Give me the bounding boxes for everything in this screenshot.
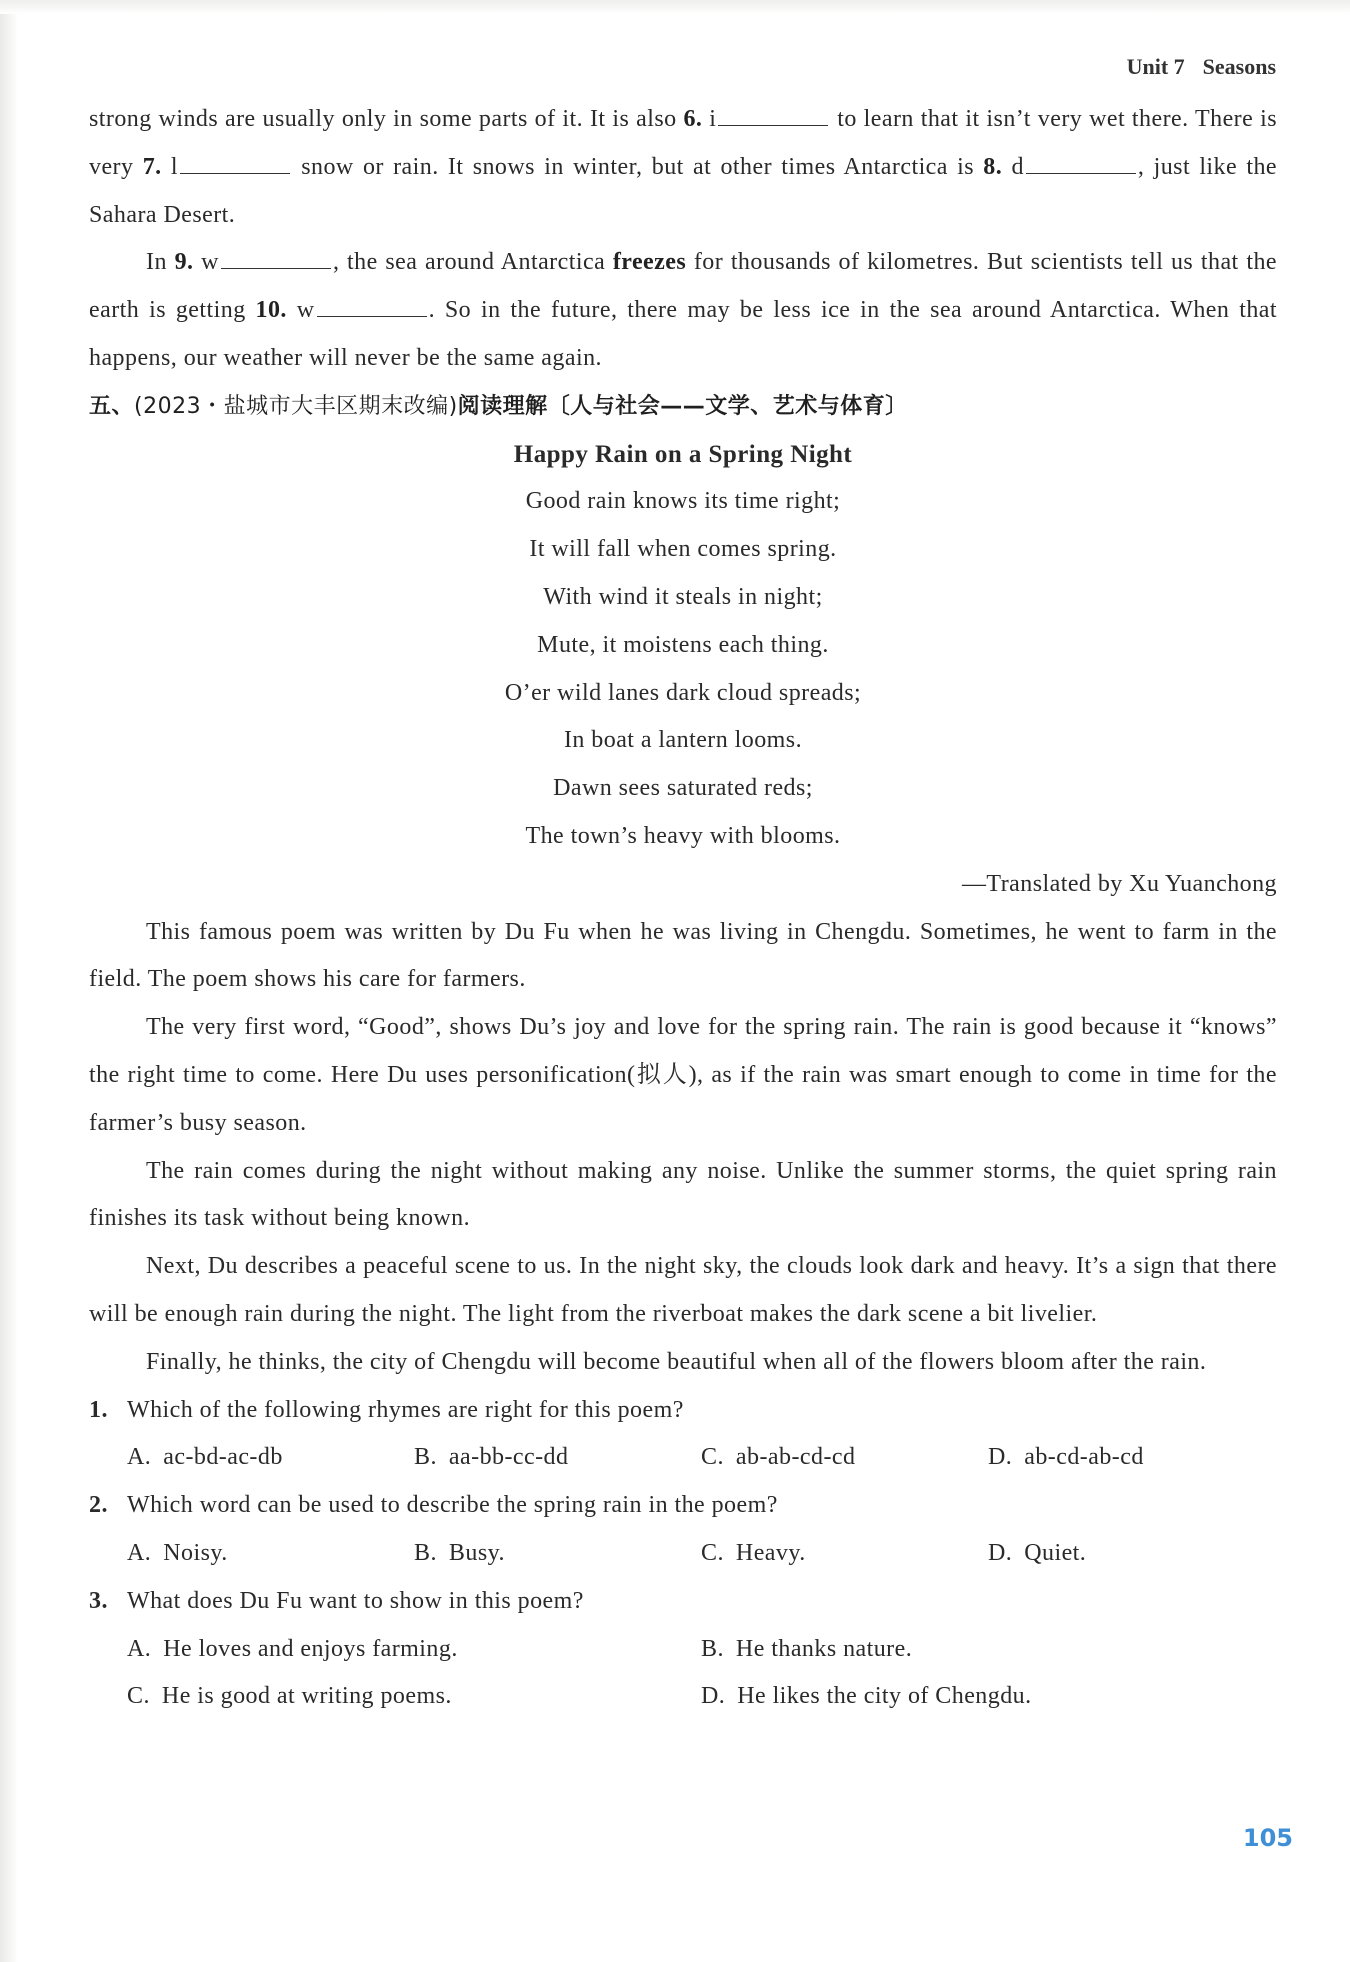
cloze-text: . So in the future, there may be less ice in the sea around Antarctica. When that happens, our weather will never be the same again. xyxy=(89,297,1277,371)
option-letter: C. xyxy=(701,1444,724,1471)
blank-number-8: 8. xyxy=(983,153,1003,180)
options-row xyxy=(89,1434,1277,1482)
question-number: 3. xyxy=(89,1587,108,1614)
page-edge-shadow xyxy=(0,0,18,1962)
poem-line: Dawn sees saturated reds; xyxy=(553,775,813,802)
option-d[interactable] xyxy=(701,1673,1275,1721)
option-c[interactable] xyxy=(701,1434,988,1482)
passage-paragraph: The rain comes during the night without making any noise. Unlike the summer storms, the quiet spring rain finishes its task without being known. xyxy=(89,1157,1277,1232)
cloze-text: , the sea around Antarctica xyxy=(332,249,613,276)
passage-paragraph: The very first word, “Good”, shows Du’s joy and love for the spring rain. The rain is good because it “knows” the right time to come. Here Du uses personification(拟人), as if the rain was smart enough to come in time for the farmer’s busy season. xyxy=(89,1014,1277,1136)
poem-line: With wind it steals in night; xyxy=(543,583,823,610)
options-row xyxy=(89,1673,1277,1721)
blank-8[interactable] xyxy=(1026,172,1136,174)
option-b[interactable] xyxy=(701,1626,1275,1674)
option-b[interactable] xyxy=(414,1530,701,1578)
blank-letter-9: w xyxy=(201,249,219,276)
passage-paragraph: Finally, he thinks, the city of Chengdu will become beautiful when all of the flowers bloom after the rain. xyxy=(146,1348,1207,1375)
blank-number-7: 7. xyxy=(142,153,162,180)
option-letter: B. xyxy=(701,1635,724,1662)
question-text: What does Du Fu want to show in this poem? xyxy=(127,1587,584,1614)
cloze-text: for thousands of kilometres. But scientists tell us that the earth is getting xyxy=(89,249,1278,324)
option-text: Noisy. xyxy=(163,1539,228,1566)
option-letter: B. xyxy=(414,1444,437,1471)
poem-line: O’er wild lanes dark cloud spreads; xyxy=(504,679,862,706)
section-theme: 〔人与社会——文学、艺术与体育〕 xyxy=(547,393,908,419)
option-letter: A. xyxy=(127,1539,152,1566)
option-a[interactable] xyxy=(127,1434,414,1482)
page-number: 105 xyxy=(1242,1824,1293,1852)
option-d[interactable] xyxy=(988,1434,1275,1482)
poem-line: Good rain knows its time right; xyxy=(525,488,841,515)
section-source: (2023・盐城市大丰区期末改编) xyxy=(134,393,458,419)
cloze-paragraph-2 xyxy=(89,239,1277,382)
blank-10[interactable] xyxy=(317,315,427,317)
poem-line: It will fall when comes spring. xyxy=(529,536,837,563)
cloze-text: , just like the Sahara Desert. xyxy=(89,153,1278,228)
blank-letter-10: w xyxy=(296,297,315,324)
option-d[interactable] xyxy=(988,1530,1275,1578)
section-task: 阅读理解 xyxy=(457,393,548,419)
options-row xyxy=(89,1626,1277,1674)
question-1 xyxy=(89,1387,1277,1483)
page-top-shadow xyxy=(0,0,1350,14)
blank-6[interactable] xyxy=(718,124,828,126)
section-heading xyxy=(89,383,1277,431)
blank-letter-8: d xyxy=(1011,153,1024,180)
question-text: Which word can be used to describe the spring rain in the poem? xyxy=(127,1492,778,1519)
question-number: 1. xyxy=(89,1396,108,1423)
blank-number-9: 9. xyxy=(174,249,194,276)
option-text: He is good at writing poems. xyxy=(161,1683,452,1710)
blank-number-6: 6. xyxy=(683,106,703,132)
passage-paragraph: Next, Du describes a peaceful scene to us. In the night sky, the clouds look dark and heavy. It’s a sign that there will be enough rain during the night. The light from the riverboat makes the dark scene a bit livelier. xyxy=(89,1253,1277,1327)
cloze-text: In xyxy=(146,249,175,276)
option-text: Heavy. xyxy=(735,1539,806,1566)
option-text: ab-cd-ab-cd xyxy=(1024,1444,1144,1471)
blank-9[interactable] xyxy=(221,267,331,269)
option-letter: A. xyxy=(127,1444,152,1471)
option-text: aa-bb-cc-dd xyxy=(448,1444,569,1471)
option-text: ac-bd-ac-db xyxy=(163,1444,283,1471)
option-text: He likes the city of Chengdu. xyxy=(737,1683,1032,1710)
option-b[interactable] xyxy=(414,1434,701,1482)
poem-title: Happy Rain on a Spring Night xyxy=(513,440,853,468)
blank-letter-7: l xyxy=(170,153,178,180)
option-letter: B. xyxy=(414,1539,437,1566)
option-letter: D. xyxy=(701,1683,726,1710)
cloze-paragraph-1 xyxy=(89,96,1277,239)
poem-credit: —Translated by Xu Yuanchong xyxy=(961,870,1277,897)
option-a[interactable] xyxy=(127,1626,701,1674)
blank-letter-6: i xyxy=(709,106,717,132)
option-letter: C. xyxy=(701,1539,724,1566)
page-content xyxy=(89,96,1277,1721)
cloze-text: strong winds are usually only in some parts of it. It is also xyxy=(89,106,684,132)
options-row xyxy=(89,1530,1277,1578)
option-letter: D. xyxy=(988,1539,1013,1566)
unit-label: Unit 7 xyxy=(1126,54,1185,79)
poem-line: In boat a lantern looms. xyxy=(563,727,803,754)
question-number: 2. xyxy=(89,1492,108,1519)
option-text: He loves and enjoys farming. xyxy=(163,1635,458,1662)
option-text: Quiet. xyxy=(1024,1539,1087,1566)
question-text: Which of the following rhymes are right for this poem? xyxy=(127,1396,684,1423)
question-3 xyxy=(89,1578,1277,1721)
option-c[interactable] xyxy=(701,1530,988,1578)
blank-number-10: 10. xyxy=(255,297,287,324)
option-text: He thanks nature. xyxy=(735,1635,913,1662)
option-c[interactable] xyxy=(127,1673,701,1721)
poem-line: Mute, it moistens each thing. xyxy=(537,631,829,658)
section-label: 五、 xyxy=(89,393,135,419)
bold-word: freezes xyxy=(612,249,687,276)
option-text: Busy. xyxy=(448,1539,505,1566)
option-letter: C. xyxy=(127,1683,150,1710)
blank-7[interactable] xyxy=(180,172,290,174)
unit-topic: Seasons xyxy=(1202,54,1276,79)
cloze-text: snow or rain. It snows in winter, but at other times Antarctica is xyxy=(291,153,984,180)
passage-paragraph: This famous poem was written by Du Fu when he was living in Chengdu. Sometimes, he went to farm in the field. The poem shows his care for farmers. xyxy=(89,918,1277,993)
running-header xyxy=(1127,54,1276,80)
option-a[interactable] xyxy=(127,1530,414,1578)
poem-line: The town’s heavy with blooms. xyxy=(525,822,841,849)
cloze-text: to learn that it isn’t very wet there. There is very xyxy=(89,106,1277,180)
question-2 xyxy=(89,1482,1277,1578)
option-letter: D. xyxy=(988,1444,1013,1471)
option-text: ab-ab-cd-cd xyxy=(735,1444,856,1471)
option-letter: A. xyxy=(127,1635,152,1662)
